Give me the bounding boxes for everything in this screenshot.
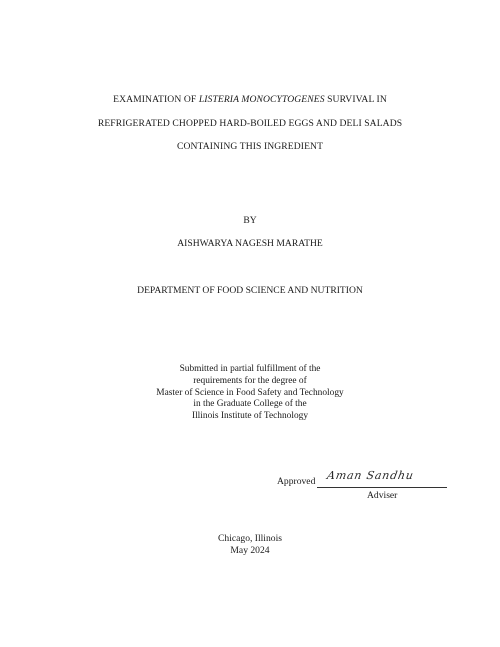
thesis-title-line-2: REFRIGERATED CHOPPED HARD-BOILED EGGS AND DELI SALADS [97,118,403,129]
submission-line-4: in the Graduate College of the [193,399,307,409]
approval-block [277,469,457,503]
adviser-label: Adviser [367,490,398,501]
title-prefix: EXAMINATION OF [113,94,199,105]
submission-line-1: Submitted in partial fulfillment of the [179,364,321,374]
title-suffix: SURVIVAL IN [324,94,387,105]
approved-label: Approved [277,476,316,487]
thesis-title-line-3: CONTAINING THIS INGREDIENT [176,141,324,152]
author-name: AISHWARYA NAGESH MARATHE [177,238,323,249]
submission-line-3: Master of Science in Food Safety and Technology [156,388,344,398]
location: Chicago, Illinois [218,533,282,544]
signature-line [317,487,447,488]
title-organism-name: LISTERIA MONOCYTOGENES [198,94,325,105]
submission-date: May 2024 [230,545,270,556]
submission-line-5: Illinois Institute of Technology [191,411,309,421]
submission-line-2: requirements for the degree of [193,376,307,386]
thesis-title-line-1 [0,94,500,106]
adviser-signature: Aman Sandhu [325,469,415,482]
by-label: BY [243,215,257,226]
department-name: DEPARTMENT OF FOOD SCIENCE AND NUTRITION [137,285,363,296]
